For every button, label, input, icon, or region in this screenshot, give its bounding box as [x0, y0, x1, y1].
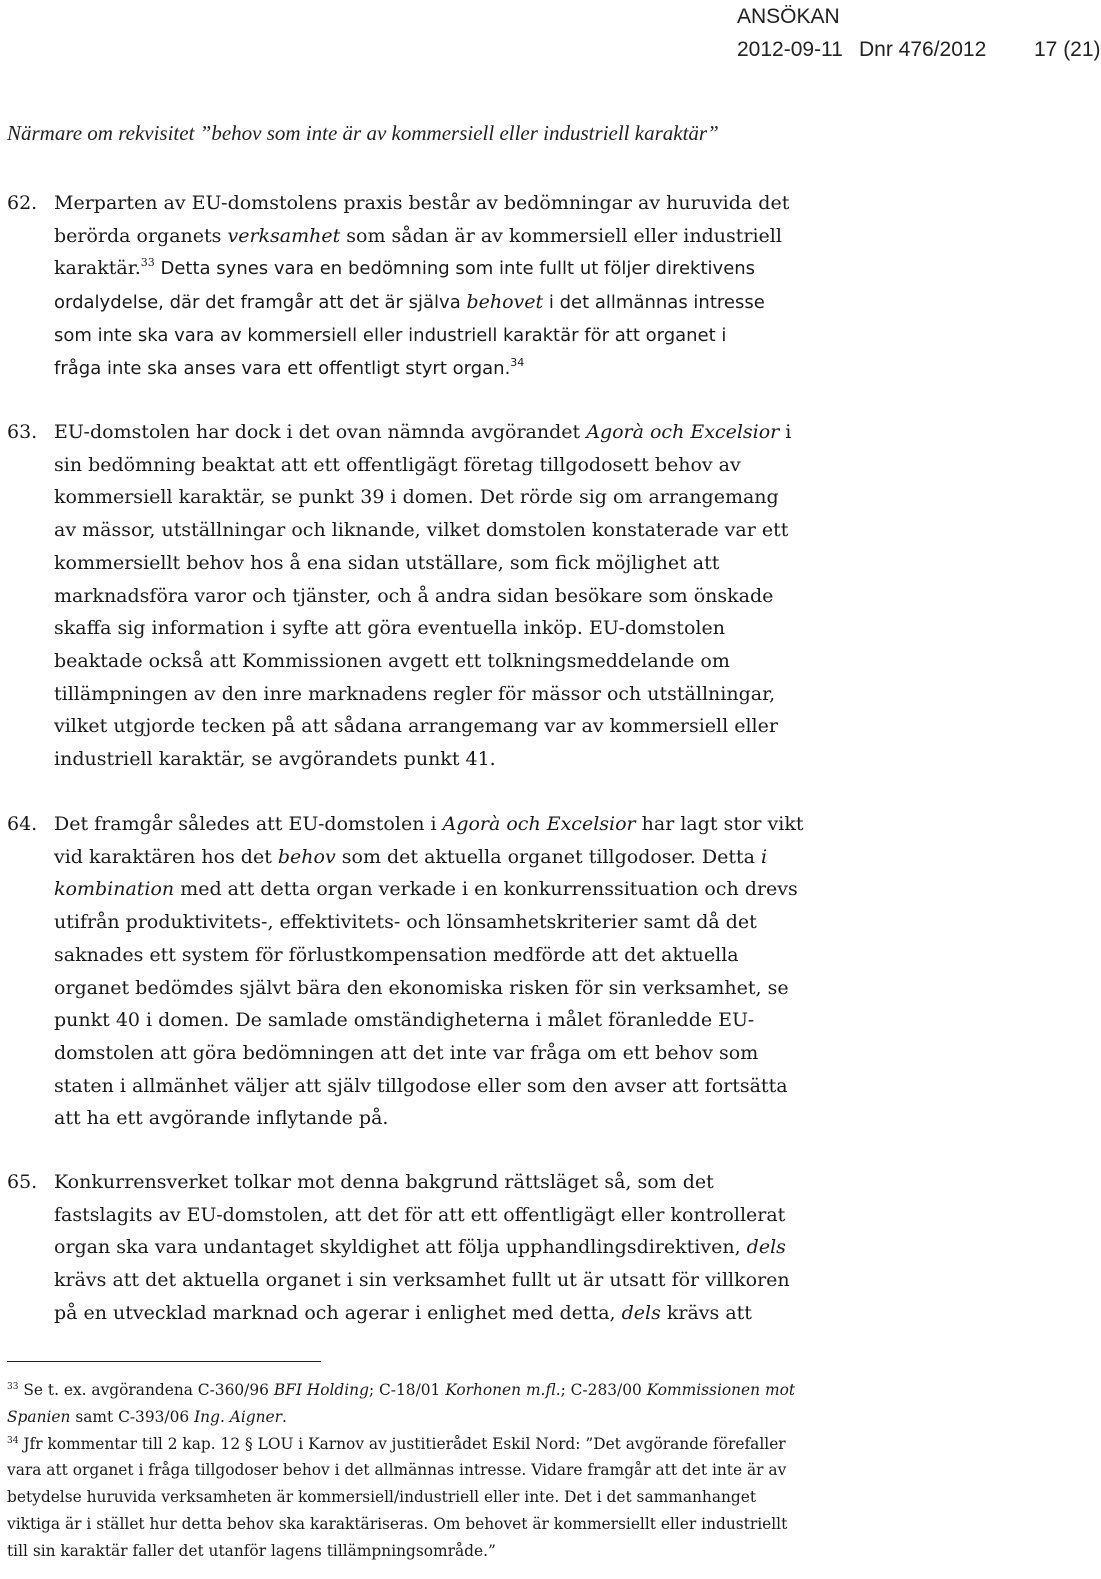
- text-line: av mässor, utställningar och liknande, vilket domstolen konstaterade var ett: [54, 519, 789, 542]
- text-line: utifrån produktivitets-, effektivitets- och lönsamhetskriterier samt då det: [54, 911, 757, 934]
- text-line: krävs att det aktuella organet i sin verksamhet fullt ut är utsatt för villkoren: [54, 1269, 790, 1292]
- text-line: som inte ska vara av kommersiell eller industriell karaktär för att organet i: [54, 324, 727, 346]
- paragraph-number: 65.: [7, 1171, 38, 1193]
- text-line: skaffa sig information i syfte att göra eventuella inköp. EU-domstolen: [54, 617, 725, 640]
- text-line: kombination med att detta organ verkade i en konkurrenssituation och drevs: [54, 878, 798, 901]
- footnote-line: till sin karaktär faller det utanför lagens tillämpningsområde.”: [7, 1541, 496, 1560]
- text-line: Konkurrensverket tolkar mot denna bakgrund rättsläget så, som det: [54, 1171, 714, 1193]
- text-line: staten i allmänhet väljer att själv tillgodose eller som den avser att fortsätta: [54, 1074, 788, 1097]
- document-type-label: ANSÖKAN: [737, 5, 840, 28]
- footnote-line: $^{33}$ Se t. ex. avgörandena C-360/96 BFI Holding; C-18/01 Korhonen m.fl.; C-283/00 Kommissionen mot: [7, 1381, 796, 1399]
- text-line: organet bedömdes självt bära den ekonomiska risken för sin verksamhet, se: [54, 976, 789, 999]
- text-line: beaktade också att Kommissionen avgett ett tolkningsmeddelande om: [54, 649, 730, 672]
- header-page-number: 17 (21): [1034, 38, 1101, 61]
- footnote-line: viktiga är i stället hur detta behov ska karaktäriseras. Om behovet är kommersiellt eller industriellt: [7, 1514, 788, 1533]
- text-line: fråga inte ska anses vara ett offentligt styrt organ.$^{34}$: [54, 355, 525, 379]
- text-line: marknadsföra varor och tjänster, och å andra sidan besökare som önskade: [54, 584, 774, 607]
- paragraph-body: [54, 1166, 884, 1330]
- text-line: vid karaktären hos det behov som det aktuella organet tillgodoser. Detta i: [54, 845, 768, 868]
- footnote-ref-34[interactable]: 34: [510, 355, 525, 369]
- text-line: sin bedömning beaktat att ett offentligägt företag tillgodosett behov av: [54, 453, 741, 476]
- text-line: kommersiellt behov hos å ena sidan utställare, som fick möjlighet att: [54, 551, 720, 574]
- header-reference-line: [737, 33, 1101, 67]
- text-line: Det framgår således att EU-domstolen i Agorà och Excelsior har lagt stor vikt: [54, 813, 804, 835]
- text-line: fastslagits av EU-domstolen, att det för att ett offentligägt eller kontrollerat: [54, 1203, 786, 1226]
- text-line: kommersiell karaktär, se punkt 39 i domen. Det rörde sig om arrangemang: [54, 486, 779, 509]
- text-line: organ ska vara undantaget skyldighet att följa upphandlingsdirektiven, dels: [54, 1236, 786, 1259]
- text-line: tillämpningen av den inre marknadens regler för mässor och utställningar,: [54, 682, 776, 705]
- text-line: ordalydelse, där det framgår att det är själva behovet i det allmännas intresse: [54, 291, 765, 314]
- text-line: saknades ett system för förlustkompensation medförde att det aktuella: [54, 943, 739, 966]
- text-line: vilket utgjorde tecken på att sådana arrangemang var av kommersiell eller: [54, 715, 778, 738]
- header-date: 2012-09-11: [737, 38, 843, 61]
- footnote-line: betydelse huruvida verksamheten är kommersiell/industriell eller inte. Det i det sammanhanget: [7, 1488, 757, 1507]
- paragraph-number: 64.: [7, 813, 38, 835]
- text-line: på en utvecklad marknad och agerar i enlighet med detta, dels krävs att: [54, 1301, 752, 1324]
- text-line: industriell karaktär, se avgörandets punkt 41.: [54, 748, 496, 771]
- text-line: karaktär.$^{33}$ Detta synes vara en bedömning som inte fullt ut följer direktivens: [54, 256, 756, 280]
- paragraph-number: 63.: [7, 421, 38, 443]
- text-line: EU-domstolen har dock i det ovan nämnda avgörandet Agorà och Excelsior i: [54, 421, 792, 443]
- header-dnr: Dnr 476/2012: [859, 38, 987, 61]
- text-line: punkt 40 i domen. De samlade omständigheterna i målet föranledde EU-: [54, 1009, 755, 1032]
- section-heading: Närmare om rekvisitet ”behov som inte är av kommersiell eller industriell karaktär”: [7, 121, 719, 145]
- text-line: att ha ett avgörande inflytande på.: [54, 1107, 389, 1130]
- footnote-line: $^{34}$ Jfr kommentar till 2 kap. 12 § LOU i Karnov av justitierådet Eskil Nord: ”Det avgörande förefaller: [7, 1434, 786, 1453]
- footnote-33: [7, 1377, 937, 1431]
- footnotes: [7, 1377, 937, 1565]
- paragraph-body: [54, 416, 884, 776]
- footnote-line: vara att organet i fråga tillgodoser behov i det allmännas intresse. Vidare framgår att det inte är av: [7, 1461, 787, 1480]
- footnote-ref-33[interactable]: 33: [140, 256, 155, 270]
- paragraph-body: [54, 187, 884, 385]
- paragraph-number: 62.: [7, 192, 38, 214]
- footnote-line: Spanien samt C-393/06 Ing. Aigner.: [7, 1407, 287, 1426]
- footnote-34: [7, 1431, 937, 1565]
- text-line: berörda organets verksamhet som sådan är av kommersiell eller industriell: [54, 224, 782, 247]
- paragraph-body: [54, 808, 884, 1135]
- footnote-separator: [7, 1361, 321, 1362]
- text-line: Merparten av EU-domstolens praxis består av bedömningar av huruvida det: [54, 192, 790, 214]
- text-line: domstolen att göra bedömningen att det inte var fråga om ett behov som: [54, 1041, 759, 1064]
